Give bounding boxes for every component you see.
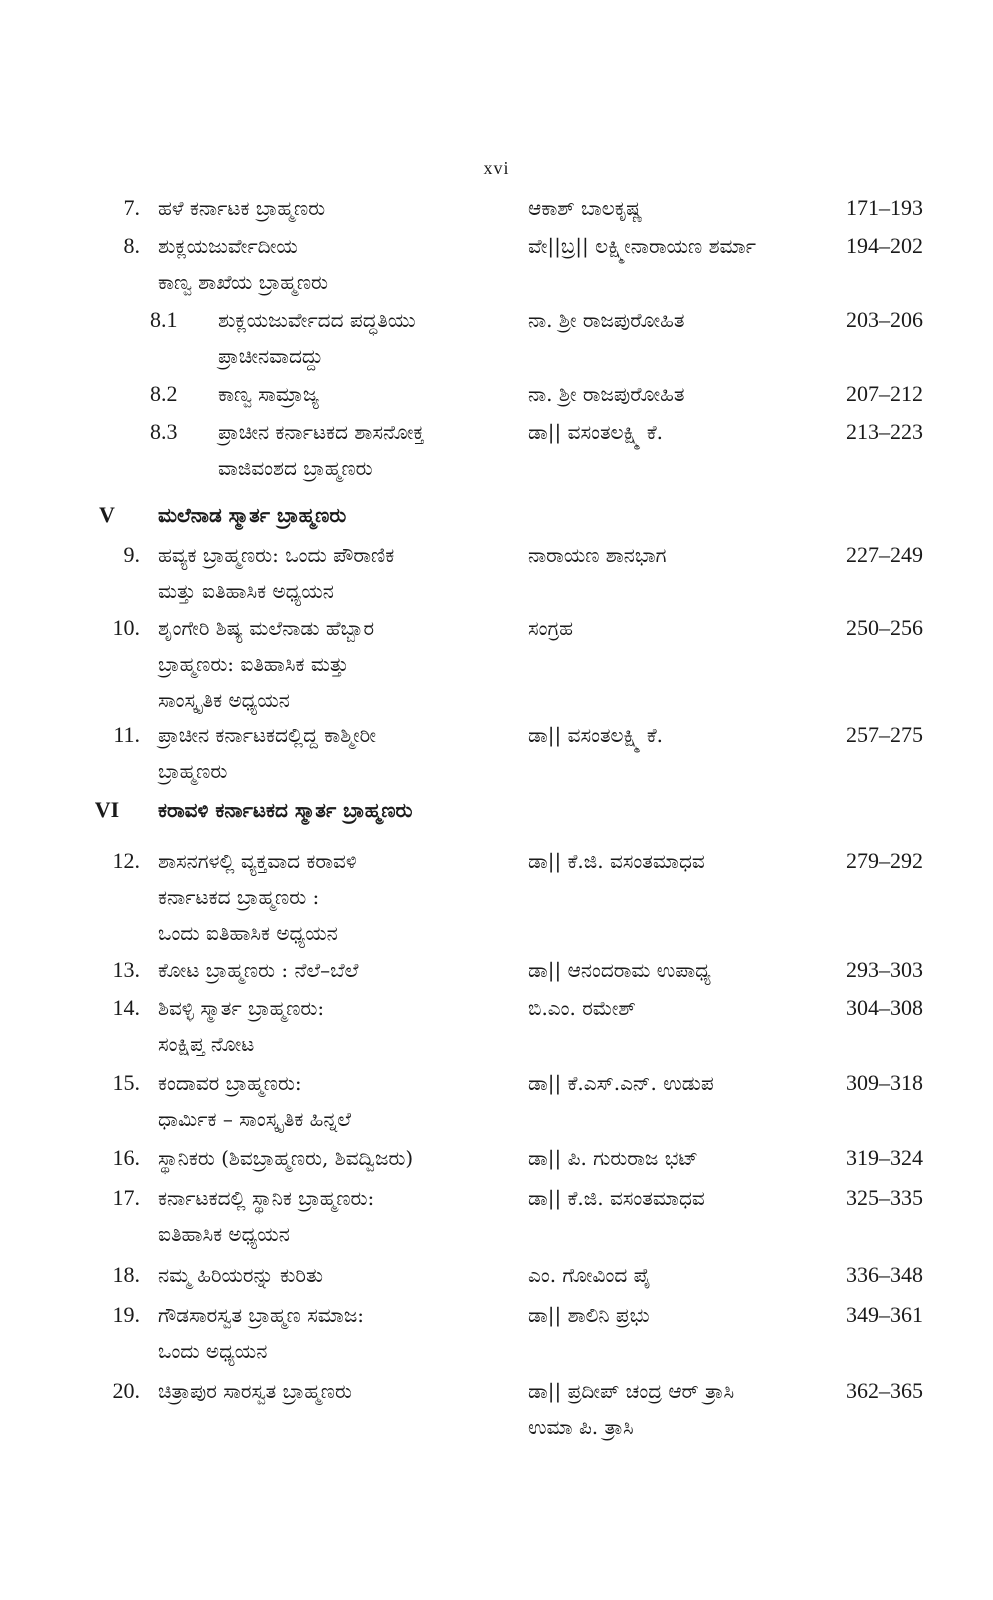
entry-author-line: ನಾ. ಶ್ರೀ ರಾಜಪುರೋಹಿತ <box>528 382 685 406</box>
entry-title-line: ಚಿತ್ರಾಪುರ ಸಾರಸ್ವತ ಬ್ರಾಹ್ಮಣರು <box>158 1379 352 1403</box>
entry-pages: 194–202 <box>846 233 923 258</box>
entry-number: 13. <box>112 957 140 982</box>
entry-title-line: ಪ್ರಾಚೀನ ಕರ್ನಾಟಕದ ಶಾಸನೋಕ್ತ <box>218 420 425 444</box>
entry-author-line: ಡಾ|| ಪಿ. ಗುರುರಾಜ ಭಟ್ <box>528 1146 698 1170</box>
entry-title <box>158 1297 518 1369</box>
entry-title <box>158 1257 518 1293</box>
entry-author-line: ಡಾ|| ವಸಂತಲಕ್ಷ್ಮಿ ಕೆ. <box>528 420 663 444</box>
entry-title <box>158 843 518 951</box>
entry-title <box>158 1065 518 1137</box>
entry-title-line: ನಮ್ಮ ಹಿರಿಯರನ್ನು ಕುರಿತು <box>158 1263 323 1287</box>
entry-author-line: ವೇ||ಬ್ರ|| ಲಕ್ಷ್ಮೀನಾರಾಯಣ ಶರ್ಮಾ <box>528 234 756 258</box>
entry-title-line: ಸ್ಥಾನಿಕರು (ಶಿವಬ್ರಾಹ್ಮಣರು, ಶಿವದ್ವಿಜರು) <box>158 1146 414 1170</box>
section-number: V <box>99 502 115 527</box>
entry-title-line: ಬ್ರಾಹ್ಮಣರು: ಐತಿಹಾಸಿಕ ಮತ್ತು <box>158 652 349 676</box>
entry-title <box>158 190 518 226</box>
section-number: VI <box>94 797 120 822</box>
section-title-line: ಮಲೆನಾಡ ಸ್ಮಾರ್ತ ಬ್ರಾಹ್ಮಣರು <box>158 503 347 527</box>
entry-number: 17. <box>112 1185 140 1210</box>
entry-author-line: ಡಾ|| ಕೆ.ಜಿ. ವಸಂತಮಾಧವ <box>528 849 705 873</box>
entry-title-line: ಐತಿಹಾಸಿಕ ಅಧ್ಯಯನ <box>158 1222 290 1246</box>
entry-pages: 171–193 <box>846 195 923 220</box>
entry-pages: 304–308 <box>846 995 923 1020</box>
entry-title-line: ಗೌಡಸಾರಸ್ವತ ಬ್ರಾಹ್ಮಣ ಸಮಾಜ: <box>158 1303 365 1327</box>
entry-title-line: ಧಾರ್ಮಿಕ – ಸಾಂಸ್ಕೃತಿಕ ಹಿನ್ನಲೆ <box>158 1107 351 1131</box>
entry-number: 14. <box>112 995 140 1020</box>
entry-author-line: ಡಾ|| ಆನಂದರಾಮ ಉಪಾಧ್ಯ <box>528 958 711 982</box>
entry-title <box>158 952 518 988</box>
entry-title-line: ಹಳೆ ಕರ್ನಾಟಕ ಬ್ರಾಹ್ಮಣರು <box>158 196 326 220</box>
entry-number: 10. <box>112 615 140 640</box>
entry-pages: 213–223 <box>846 419 923 444</box>
entry-number: 11. <box>113 722 140 747</box>
entry-number: 8.1 <box>150 307 178 332</box>
entry-title-line: ಶುಕ್ಲಯಜುರ್ವೇದೀಯ <box>158 234 298 258</box>
entry-title-line: ಕರ್ನಾಟಕದಲ್ಲಿ ಸ್ಥಾನಿಕ ಬ್ರಾಹ್ಮಣರು: <box>158 1186 375 1210</box>
entry-pages: 250–256 <box>846 615 923 640</box>
entry-author-line: ಸಂಗ್ರಹ <box>528 616 573 640</box>
entry-number: 19. <box>112 1302 140 1327</box>
entry-title <box>158 228 518 300</box>
entry-author-line: ಡಾ|| ಕೆ.ಜಿ. ವಸಂತಮಾಧವ <box>528 1186 705 1210</box>
entry-title-line: ಒಂದು ಅಧ್ಯಯನ <box>158 1339 268 1363</box>
entry-title-line: ಮತ್ತು ಐತಿಹಾಸಿಕ ಅಧ್ಯಯನ <box>158 579 334 603</box>
entry-title-line: ಪ್ರಾಚೀನ ಕರ್ನಾಟಕದಲ್ಲಿದ್ದ ಕಾಶ್ಮೀರೀ <box>158 723 376 747</box>
entry-pages: 349–361 <box>846 1302 923 1327</box>
entry-title-line: ಶಿವಳ್ಳಿ ಸ್ಮಾರ್ತ ಬ್ರಾಹ್ಮಣರು: <box>158 996 325 1020</box>
entry-pages: 362–365 <box>846 1378 923 1403</box>
entry-title <box>158 1373 518 1409</box>
entry-title <box>218 376 518 412</box>
entry-title <box>158 717 518 789</box>
entry-author-line: ನಾ. ಶ್ರೀ ರಾಜಪುರೋಹಿತ <box>528 308 685 332</box>
entry-author-line: ಡಾ|| ವಸಂತಲಕ್ಷ್ಮಿ ಕೆ. <box>528 723 663 747</box>
entry-author-line: ಡಾ|| ಶಾಲಿನಿ ಪ್ರಭು <box>528 1303 650 1327</box>
entry-title-line: ಪ್ರಾಚೀನವಾದದ್ದು <box>218 344 323 368</box>
section-title <box>158 497 518 533</box>
entry-title-line: ಶಾಸನಗಳಲ್ಲಿ ವ್ಯಕ್ತವಾದ ಕರಾವಳಿ <box>158 849 357 873</box>
entry-author-line: ನಾರಾಯಣ ಶಾನಭಾಗ <box>528 543 667 567</box>
entry-number: 18. <box>112 1262 140 1287</box>
entry-number: 8.2 <box>150 381 178 406</box>
entry-pages: 325–335 <box>846 1185 923 1210</box>
entry-author-line: ಡಾ|| ಕೆ.ಎಸ್.ಎನ್. ಉಡುಪ <box>528 1071 714 1095</box>
entry-title-line: ವಾಜಿವಂಶದ ಬ್ರಾಹ್ಮಣರು <box>218 456 373 480</box>
entry-pages: 336–348 <box>846 1262 923 1287</box>
entry-number: 15. <box>112 1070 140 1095</box>
entry-title <box>218 414 518 486</box>
entry-title-line: ಕಾಣ್ವ ಸಾಮ್ರಾಜ್ಯ <box>218 382 320 406</box>
entry-title-line: ಕರ್ನಾಟಕದ ಬ್ರಾಹ್ಮಣರು : <box>158 885 320 909</box>
entry-title-line: ಒಂದು ಐತಿಹಾಸಿಕ ಅಧ್ಯಯನ <box>158 921 338 945</box>
entry-title-line: ಶೃಂಗೇರಿ ಶಿಷ್ಯ ಮಲೆನಾಡು ಹೆಬ್ಬಾರ <box>158 616 375 640</box>
entry-author-line: ಡಾ|| ಪ್ರದೀಪ್ ಚಂದ್ರ ಆರ್ ತ್ರಾಸಿ <box>528 1379 735 1403</box>
entry-title <box>158 1180 518 1252</box>
entry-number: 8. <box>123 233 140 258</box>
entry-title <box>158 990 518 1062</box>
page-number: xvi <box>483 158 510 178</box>
entry-author-line: ಎಂ. ಗೋವಿಂದ ಪೈ <box>528 1263 651 1287</box>
entry-pages: 227–249 <box>846 542 923 567</box>
entry-pages: 293–303 <box>846 957 923 982</box>
entry-pages: 207–212 <box>846 381 923 406</box>
entry-title-line: ಶುಕ್ಲಯಜುರ್ವೇದದ ಪದ್ಧತಿಯು <box>218 308 416 332</box>
entry-title-line: ಹವ್ಯಕ ಬ್ರಾಹ್ಮಣರು: ಒಂದು ಪೌರಾಣಿಕ <box>158 543 395 567</box>
entry-number: 20. <box>112 1378 140 1403</box>
entry-title-line: ಕಂದಾವರ ಬ್ರಾಹ್ಮಣರು: <box>158 1071 302 1095</box>
section-title-line: ಕರಾವಳಿ ಕರ್ನಾಟಕದ ಸ್ಮಾರ್ತ ಬ್ರಾಹ್ಮಣರು <box>158 798 413 822</box>
entry-title-line: ಕೋಟ ಬ್ರಾಹ್ಮಣರು : ನೆಲೆ–ಬೆಲೆ <box>158 958 359 982</box>
entry-number: 16. <box>112 1145 140 1170</box>
entry-title-line: ಕಾಣ್ವ ಶಾಖೆಯ ಬ್ರಾಹ್ಮಣರು <box>158 270 328 294</box>
entry-number: 8.3 <box>150 419 178 444</box>
entry-author-line: ಬಿ.ಎಂ. ರಮೇಶ್ <box>528 996 636 1020</box>
entry-title <box>158 537 518 609</box>
entry-number: 12. <box>112 848 140 873</box>
entry-title-line: ಸಂಕ್ಷಿಪ್ತ ನೋಟ <box>158 1032 255 1056</box>
entry-title <box>218 302 518 374</box>
entry-number: 7. <box>123 195 140 220</box>
entry-pages: 279–292 <box>846 848 923 873</box>
entry-title-line: ಸಾಂಸ್ಕೃತಿಕ ಅಧ್ಯಯನ <box>158 688 290 712</box>
entry-pages: 309–318 <box>846 1070 923 1095</box>
entry-title <box>158 610 518 718</box>
section-title <box>158 792 518 828</box>
entry-pages: 203–206 <box>846 307 923 332</box>
entry-title <box>158 1140 518 1176</box>
entry-author-line: ಉಮಾ ಪಿ. ತ್ರಾಸಿ <box>528 1415 634 1439</box>
entry-pages: 319–324 <box>846 1145 923 1170</box>
entry-number: 9. <box>123 542 140 567</box>
entry-author-line: ಆಕಾಶ್ ಬಾಲಕೃಷ್ಣ <box>528 196 643 220</box>
entry-title-line: ಬ್ರಾಹ್ಮಣರು <box>158 759 228 783</box>
entry-pages: 257–275 <box>846 722 923 747</box>
